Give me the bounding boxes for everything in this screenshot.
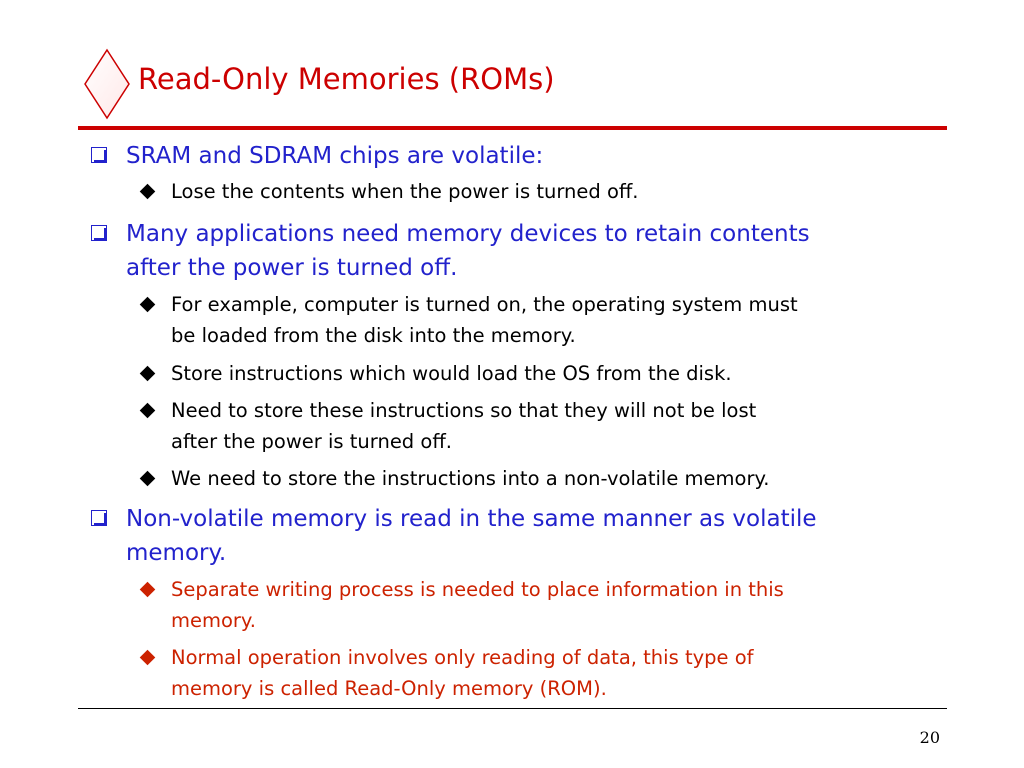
bullet-2-sub-4: We need to store the instructions into a non-volatile memory. — [171, 467, 770, 490]
bullet-3-sub-2-line-2: memory is called Read-Only memory (ROM). — [171, 677, 607, 700]
bullet-1-sub-1: Lose the contents when the power is turned off. — [171, 180, 639, 203]
bullet-2-sub-1-line-1: For example, computer is turned on, the operating system must — [171, 293, 798, 316]
diamond-bullet-icon — [140, 184, 156, 200]
hollow-square-bullet-icon — [91, 147, 107, 163]
bullet-2-sub-3-line-2: after the power is turned off. — [171, 430, 452, 453]
title-underline — [78, 126, 947, 130]
bullet-2-sub-1-line-2: be loaded from the disk into the memory. — [171, 324, 576, 347]
diamond-bullet-icon — [140, 650, 156, 666]
footer-divider — [78, 708, 947, 709]
bullet-3-sub-2-line-1: Normal operation involves only reading of data, this type of — [171, 646, 754, 669]
bullet-3-line-1: Non-volatile memory is read in the same manner as volatile — [126, 506, 817, 532]
bullet-2-line-1: Many applications need memory devices to retain contents — [126, 221, 810, 247]
bullet-3-line-2: memory. — [126, 540, 227, 566]
diamond-bullet-icon — [140, 403, 156, 419]
page-number: 20 — [919, 728, 940, 747]
bullet-3-sub-1-line-1: Separate writing process is needed to place information in this — [171, 578, 784, 601]
bullet-2-line-2: after the power is turned off. — [126, 255, 458, 281]
hollow-square-bullet-icon — [91, 225, 107, 241]
slide-title: Read-Only Memories (ROMs) — [138, 62, 555, 96]
diamond-bullet-icon — [140, 366, 156, 382]
bullet-2-sub-3-line-1: Need to store these instructions so that they will not be lost — [171, 399, 757, 422]
diamond-bullet-icon — [140, 471, 156, 487]
diamond-logo-icon — [83, 48, 131, 120]
diamond-bullet-icon — [140, 582, 156, 598]
diamond-bullet-icon — [140, 297, 156, 313]
bullet-1: SRAM and SDRAM chips are volatile: — [126, 143, 544, 169]
bullet-3-sub-1-line-2: memory. — [171, 609, 256, 632]
hollow-square-bullet-icon — [91, 510, 107, 526]
bullet-2-sub-2: Store instructions which would load the OS from the disk. — [171, 362, 732, 385]
